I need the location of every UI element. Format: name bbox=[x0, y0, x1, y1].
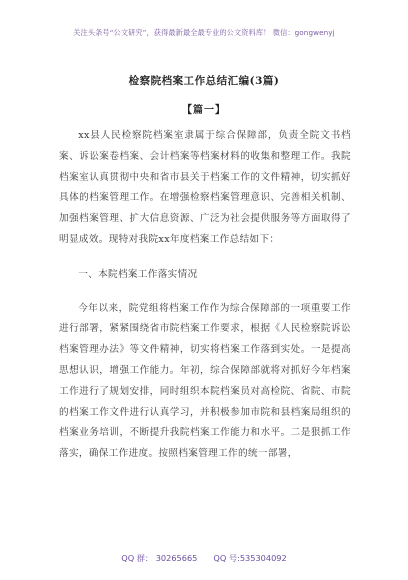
paragraph-work-status: 今年以来，院党组将档案工作作为综合保障部的一项重要工作进行部署，紧紧围绕省市院档案工作要求，根据《人民检察院诉讼档案管理办法》等文件精神，切实将档案工作落到实处。一是提高思想认识，增强工作能力。年初，综合保障部就将对抓好今年档案工作进行了规划安排，同时组织本院档案员对高检院、省院、市院的档案工作文件进行认真学习，并积极参加市院和县档案局组织的档案业务培训，不断提升我院档案工作能力和水平。二是狠抓工作落实，确保工作进度。按照档案管理工作的统一部署， bbox=[59, 302, 351, 460]
document-title: 检察院档案工作总结汇编(3篇) bbox=[128, 75, 280, 87]
section-tag: 【篇一】 bbox=[182, 105, 226, 116]
document-body bbox=[59, 126, 351, 465]
section-heading: 一、本院档案工作落实情况 bbox=[78, 268, 198, 280]
footer-contact bbox=[0, 553, 408, 564]
footer-qq-number: QQ 号:535304092 bbox=[213, 553, 287, 563]
footer-qq-group: QQ 群： 30265665 bbox=[121, 553, 198, 563]
paragraph-intro: xx县人民检察院档案室隶属于综合保障部，负责全院文书档案、诉讼案卷档案、会计档案等档案材料的收集和整理工作。我院档案室认真贯彻中央和省市县关于档案工作的文件精神，切实抓好具体的档案管理工作。在增强检察档案管理意识、完善相关机制、加强档案管理、扩大信息资源、广泛为社会提供服务等方面取得了明显成效。现特对我院xx年度档案工作总结如下： bbox=[59, 130, 351, 245]
top-banner: 关注头条号“公文研究”，获得最新最全最专业的公文资料库！ 微信：gongwenyj bbox=[73, 28, 335, 37]
